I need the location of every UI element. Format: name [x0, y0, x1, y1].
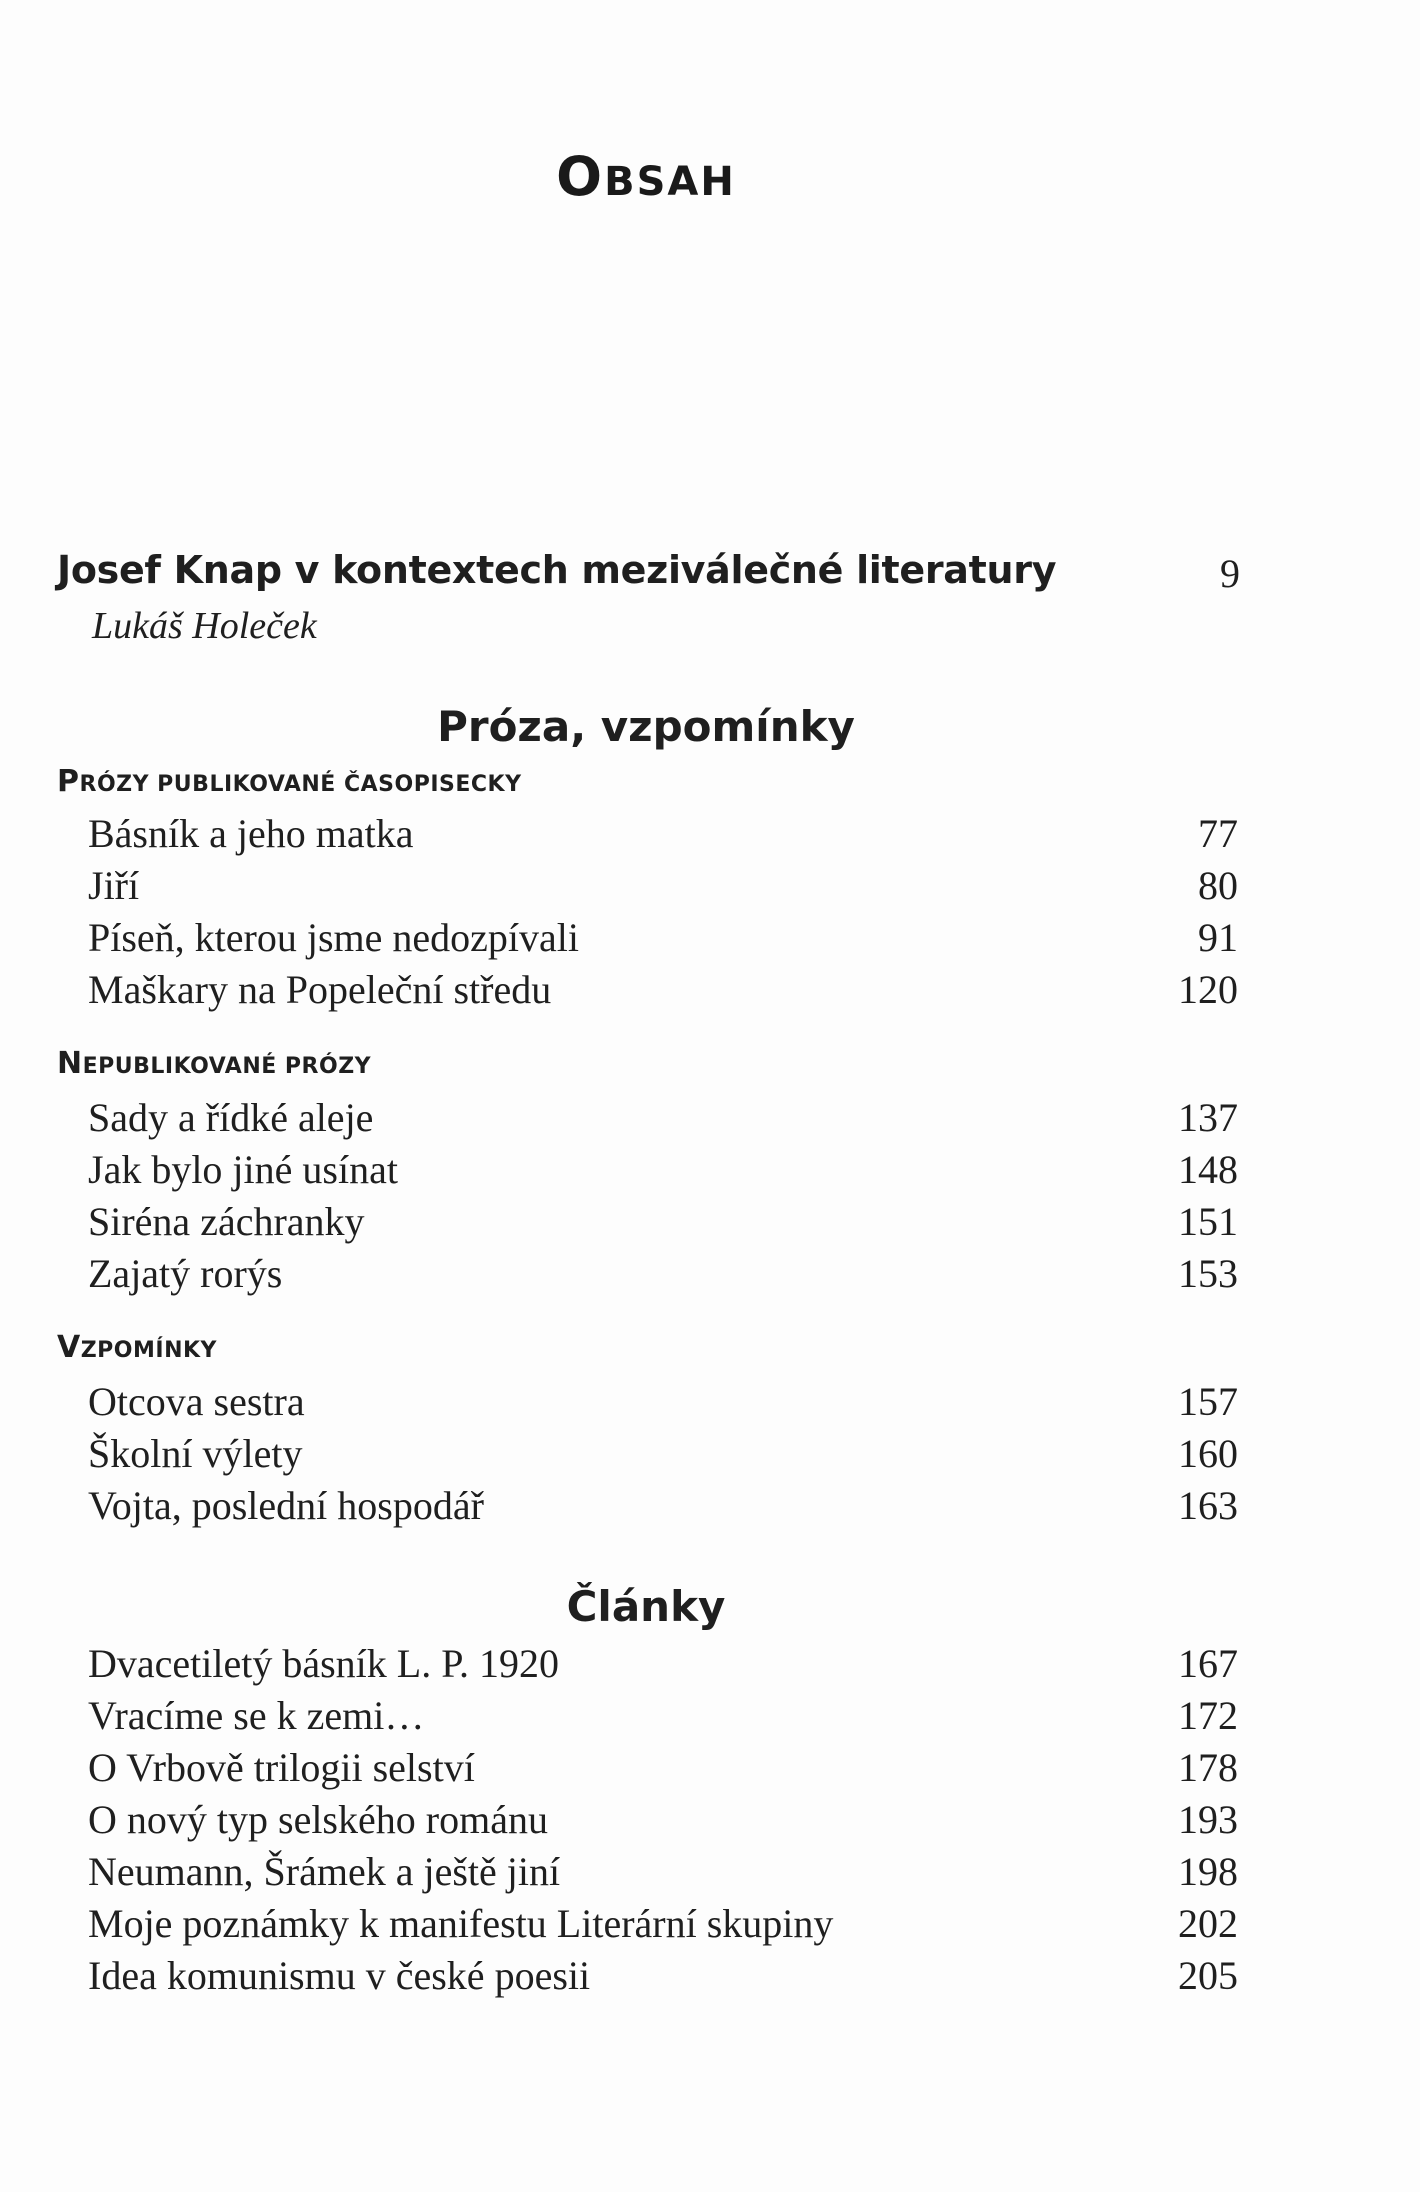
entry-title: Vojta, poslední hospodář: [88, 1483, 484, 1528]
entry-title: Píseň, kterou jsme nedozpívali: [88, 915, 580, 960]
toc-entry: [88, 1690, 1238, 1742]
section-title-proza: Próza, vzpomínky: [437, 702, 855, 751]
entry-title: O Vrbově trilogii selství: [88, 1745, 475, 1790]
entry-title: Otcova sestra: [88, 1379, 305, 1424]
entry-page: 178: [1178, 1745, 1238, 1790]
entry-page: 172: [1178, 1693, 1238, 1738]
toc-entry: [88, 1248, 1238, 1300]
toc-entry: [88, 1950, 1238, 2002]
entry-page: 198: [1178, 1849, 1238, 1894]
entry-title: Jak bylo jiné usínat: [88, 1147, 398, 1192]
entry-title: Školní výlety: [88, 1431, 303, 1476]
toc-entry: [88, 1144, 1238, 1196]
entry-title: Neumann, Šrámek a ještě jiní: [88, 1849, 561, 1894]
entry-page: 163: [1178, 1483, 1238, 1528]
entry-page: 148: [1178, 1147, 1238, 1192]
entry-page: 153: [1178, 1251, 1238, 1296]
intro-author: Lukáš Holeček: [92, 605, 317, 647]
toc-entry: [88, 1376, 1238, 1428]
entry-page: 77: [1198, 811, 1238, 856]
entry-title: Vracíme se k zemi…: [88, 1693, 425, 1738]
entry-title: Maškary na Popeleční středu: [88, 967, 552, 1012]
subsection-title: PRÓZY PUBLIKOVANÉ ČASOPISECKY: [57, 764, 522, 799]
toc-entry: [88, 1638, 1238, 1690]
toc-entry: [88, 1742, 1238, 1794]
entry-page: 202: [1178, 1901, 1238, 1946]
toc-entry: [88, 964, 1238, 1016]
page-title: OBSAH: [556, 144, 736, 208]
toc-entry: [88, 1092, 1238, 1144]
toc-entry: [88, 808, 1238, 860]
entry-title: Zajatý rorýs: [88, 1251, 283, 1296]
entry-page: 157: [1178, 1379, 1238, 1424]
entry-title: O nový typ selského románu: [88, 1797, 548, 1842]
entry-page: 137: [1178, 1095, 1238, 1140]
entry-page: 193: [1178, 1797, 1238, 1842]
toc-entry: [88, 1428, 1238, 1480]
entry-title: Idea komunismu v české poesii: [88, 1953, 591, 1998]
entry-title: Jiří: [88, 863, 140, 908]
toc-entry: [88, 1898, 1238, 1950]
toc-entry: [88, 1196, 1238, 1248]
entry-page: 151: [1178, 1199, 1238, 1244]
entry-page: 120: [1178, 967, 1238, 1012]
intro-page-number: 9: [1220, 551, 1240, 596]
entry-title: Básník a jeho matka: [88, 811, 414, 856]
entry-page: 91: [1198, 915, 1238, 960]
intro-title: Josef Knap v kontextech meziválečné literatury: [57, 548, 1057, 592]
entry-page: 80: [1198, 863, 1238, 908]
entry-page: 160: [1178, 1431, 1238, 1476]
subsection-title: VZPOMÍNKY: [57, 1330, 217, 1365]
section-title-clanky: Články: [566, 1582, 726, 1631]
entry-page: 205: [1178, 1953, 1238, 1998]
toc-entry: [88, 1846, 1238, 1898]
entry-title: Sady a řídké aleje: [88, 1095, 374, 1140]
entry-title: Moje poznámky k manifestu Literární skupiny: [88, 1901, 834, 1946]
toc-entry: [88, 1794, 1238, 1846]
subsection-title: NEPUBLIKOVANÉ PRÓZY: [57, 1046, 372, 1081]
toc-entry: [88, 860, 1238, 912]
entry-page: 167: [1178, 1641, 1238, 1686]
toc-entry: [88, 1480, 1238, 1532]
toc-entry: [88, 912, 1238, 964]
entry-title: Dvacetiletý básník L. P. 1920: [88, 1641, 560, 1686]
entry-title: Siréna záchranky: [88, 1199, 365, 1244]
